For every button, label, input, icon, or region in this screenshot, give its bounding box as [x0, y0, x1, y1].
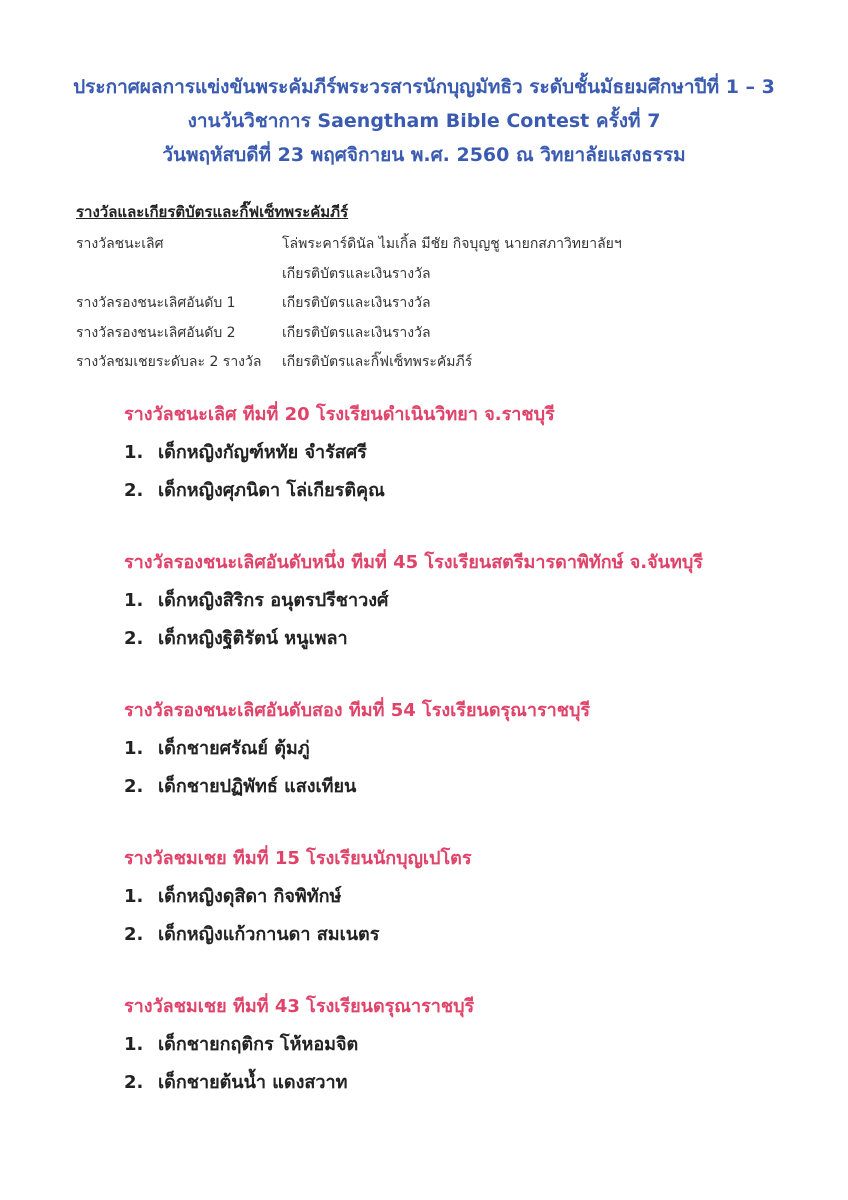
member-name: เด็กหญิงศุภนิดา โล่เกียรติคุณ	[158, 480, 385, 501]
team-member	[124, 730, 804, 768]
header-event: งานวันวิชาการ Saengtham Bible Contest ครั้งที่ 7	[187, 110, 661, 132]
member-number: 1.	[124, 442, 144, 463]
team-member	[124, 1064, 804, 1102]
group-title: รางวัลชมเชย ทีมที่ 15 โรงเรียนนักบุญเปโตร	[124, 848, 472, 869]
header-title: ประกาศผลการแข่งขันพระคัมภีร์พระวรสารนักบุญมัทธิว ระดับชั้นมัธยมศึกษาปีที่ 1 – 3	[73, 76, 775, 98]
award-desc: โล่พระคาร์ดินัล ไมเกิ้ล มีชัย กิจบุญชู นายกสภาวิทยาลัยฯ	[282, 236, 622, 252]
result-group	[124, 400, 804, 510]
group-title: รางวัลชมเชย ทีมที่ 43 โรงเรียนดรุณาราชบุรี	[124, 996, 475, 1017]
member-number: 2.	[124, 1072, 144, 1093]
award-desc: เกียรติบัตรและเงินรางวัล	[282, 265, 431, 282]
team-member	[124, 434, 804, 472]
member-number: 2.	[124, 776, 144, 797]
award-label: รางวัลรองชนะเลิศอันดับ 1	[76, 295, 236, 311]
member-name: เด็กชายกฤติกร โห้หอมจิต	[158, 1034, 359, 1055]
member-name: เด็กหญิงฐิติรัตน์ หนูเพลา	[158, 628, 348, 649]
award-label: รางวัลชมเชยระดับละ 2 รางวัล	[76, 354, 262, 370]
member-number: 2.	[124, 924, 144, 945]
award-desc: เกียรติบัตรและเงินรางวัล	[282, 324, 431, 341]
member-number: 2.	[124, 480, 144, 501]
awards-title: รางวัลและเกียรติบัตรและกิ๊ฟเซ็ทพระคัมภีร์	[76, 203, 349, 221]
award-row	[76, 319, 776, 349]
award-row	[76, 348, 776, 378]
award-desc: เกียรติบัตรและกิ๊ฟเซ็ทพระคัมภีร์	[282, 354, 473, 370]
award-row	[76, 289, 776, 319]
member-name: เด็กหญิงสิริกร อนุตรปรีชาวงศ์	[158, 590, 389, 611]
award-label	[76, 260, 282, 290]
result-group	[124, 696, 804, 806]
group-title: รางวัลชนะเลิศ ทีมที่ 20 โรงเรียนดำเนินวิทยา จ.ราชบุรี	[124, 404, 555, 425]
group-title: รางวัลรองชนะเลิศอันดับสอง ทีมที่ 54 โรงเรียนดรุณาราชบุรี	[124, 700, 591, 721]
member-number: 1.	[124, 590, 144, 611]
document-header	[0, 70, 848, 172]
award-row	[76, 230, 776, 260]
result-group	[124, 992, 804, 1102]
team-member	[124, 878, 804, 916]
team-member	[124, 620, 804, 658]
award-row	[76, 260, 776, 290]
group-title: รางวัลรองชนะเลิศอันดับหนึ่ง ทีมที่ 45 โรงเรียนสตรีมารดาพิทักษ์ จ.จันทบุรี	[124, 552, 703, 573]
member-name: เด็กชายปฏิพัทธ์ แสงเทียน	[158, 776, 357, 797]
award-desc: เกียรติบัตรและเงินรางวัล	[282, 295, 431, 311]
team-member	[124, 768, 804, 806]
results-section	[124, 400, 804, 1102]
result-group	[124, 844, 804, 954]
awards-section	[76, 200, 776, 378]
result-group	[124, 548, 804, 658]
team-member	[124, 916, 804, 954]
member-name: เด็กหญิงดุสิดา กิจพิทักษ์	[158, 886, 342, 907]
team-member	[124, 582, 804, 620]
award-label: รางวัลรองชนะเลิศอันดับ 2	[76, 324, 236, 341]
member-name: เด็กหญิงกัญฑ์หทัย จำรัสศรี	[158, 442, 367, 463]
member-number: 1.	[124, 886, 144, 907]
team-member	[124, 472, 804, 510]
member-name: เด็กหญิงแก้วกานดา สมเนตร	[158, 924, 380, 945]
member-name: เด็กชายต้นน้ำ แดงสวาท	[158, 1072, 348, 1093]
team-member	[124, 1026, 804, 1064]
member-number: 1.	[124, 738, 144, 759]
member-name: เด็กชายศรัณย์ ตุ้มภู่	[158, 738, 310, 759]
member-number: 1.	[124, 1034, 144, 1055]
member-number: 2.	[124, 628, 144, 649]
award-label: รางวัลชนะเลิศ	[76, 236, 164, 252]
header-date: วันพฤหัสบดีที่ 23 พฤศจิกายน พ.ศ. 2560 ณ วิทยาลัยแสงธรรม	[162, 144, 686, 166]
